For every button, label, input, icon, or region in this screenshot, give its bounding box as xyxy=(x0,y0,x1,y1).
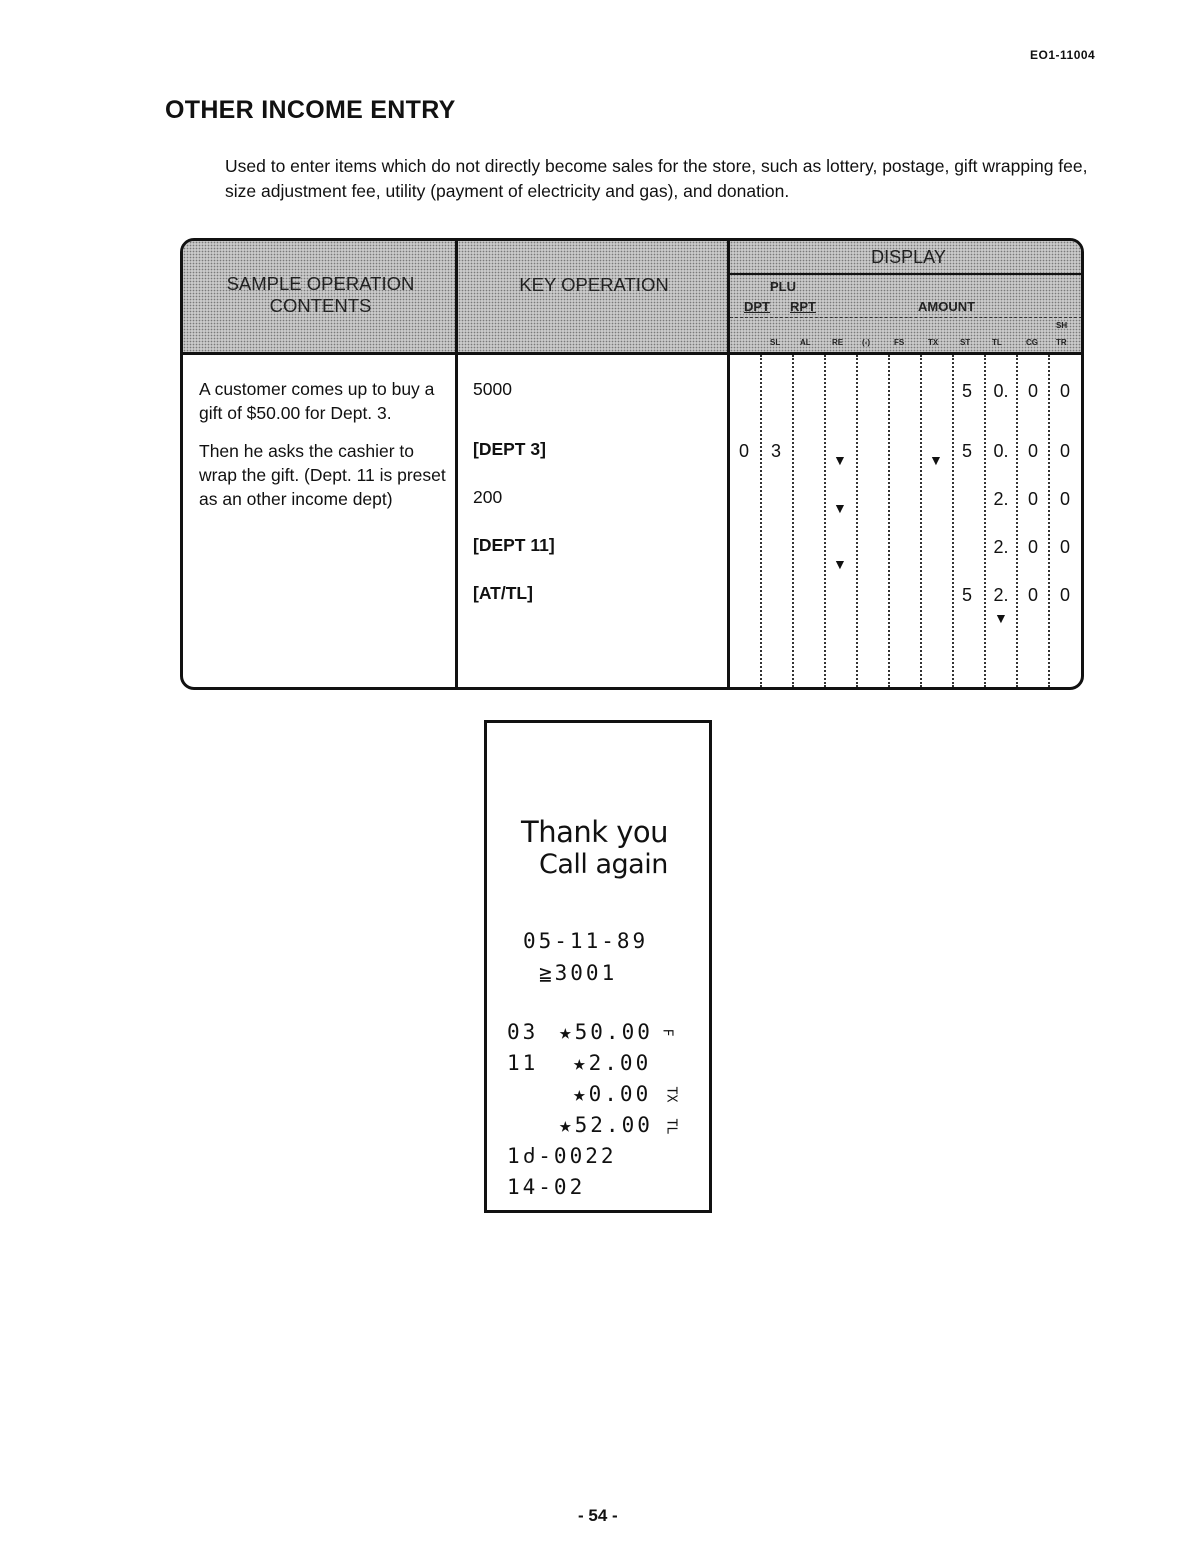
receipt-line-dept: 03 xyxy=(507,1020,539,1044)
receipt-call-again: Call again xyxy=(539,849,668,880)
display-amount-label: AMOUNT xyxy=(918,299,976,314)
page-number: - 54 - xyxy=(578,1506,618,1525)
receipt-line-symbol: TX xyxy=(663,1086,679,1103)
header-contents xyxy=(183,241,458,355)
display-digit: 0 xyxy=(1027,441,1038,461)
annunciator-st: ST xyxy=(960,338,971,347)
contents-paragraph: Then he asks the cashier to wrap the gift. (Dept. 11 is preset as an other income dept) xyxy=(199,441,446,509)
display-digit: 0 xyxy=(738,441,749,461)
annunciator-re: RE xyxy=(832,338,844,347)
receipt xyxy=(484,720,712,1213)
display-digit: 0 xyxy=(1027,537,1038,557)
receipt-date: 05-11-89 xyxy=(523,929,649,953)
display-digit: 5 xyxy=(961,441,972,461)
key-operation-step: 5000 xyxy=(473,379,512,399)
display-digit: 0 xyxy=(1059,441,1070,461)
re-indicator-arrow: ▼ xyxy=(833,556,847,572)
annunciator-fs: FS xyxy=(894,338,905,347)
tl-indicator-arrow: ▼ xyxy=(994,610,1008,626)
header-display xyxy=(730,241,1084,355)
display-digit: 0 xyxy=(1027,381,1038,401)
re-indicator-arrow: ▼ xyxy=(833,452,847,468)
page-title: OTHER INCOME ENTRY xyxy=(165,96,456,124)
display-digit: 0 xyxy=(1059,381,1070,401)
annunciator-al: AL xyxy=(800,338,811,347)
display-digit: 5 xyxy=(961,585,972,605)
annunciator-tx: TX xyxy=(928,338,939,347)
tx-indicator-arrow: ▼ xyxy=(929,452,943,468)
annunciator-sl: SL xyxy=(770,338,781,347)
annunciator-tl: TL xyxy=(992,338,1002,347)
receipt-line-amount: ★0.00 xyxy=(573,1082,652,1106)
receipt-line-amount: ★52.00 xyxy=(559,1113,653,1137)
display-digit: 0 xyxy=(1027,489,1038,509)
receipt-line-symbol: TL xyxy=(663,1118,679,1135)
key-operation-step: [DEPT 11] xyxy=(473,535,555,555)
annunciator-minus: (-) xyxy=(862,338,870,347)
document-number: EO1-11004 xyxy=(1030,48,1096,62)
display-digit: 0 xyxy=(1059,585,1070,605)
display-digit: 0 xyxy=(1059,489,1070,509)
display-rpt-label: RPT xyxy=(790,299,816,314)
display-digit: 0. xyxy=(993,441,1009,461)
display-digit: 0 xyxy=(1027,585,1038,605)
annunciator-cg: CG xyxy=(1026,338,1038,347)
receipt-time: 14-02 xyxy=(507,1175,586,1199)
display-digit: 2. xyxy=(993,489,1009,509)
key-operation-step: [AT/TL] xyxy=(473,583,533,603)
contents-paragraph: A customer comes up to buy a gift of $50.00 for Dept. 3. xyxy=(199,379,435,423)
key-operation-step: [DEPT 3] xyxy=(473,439,546,459)
header-key-operation xyxy=(458,241,730,355)
display-plu-label: PLU xyxy=(770,279,796,294)
sample-operation-contents xyxy=(199,377,449,525)
key-operation-step: 200 xyxy=(473,487,503,507)
display-dpt-label: DPT xyxy=(744,299,770,314)
receipt-register-number: ≧3001 xyxy=(539,961,618,985)
header-display-label: DISPLAY xyxy=(871,247,946,267)
display-digit: 0. xyxy=(993,381,1009,401)
receipt-line-amount: ★50.00 xyxy=(559,1020,653,1044)
display-digit: 2. xyxy=(993,537,1009,557)
display-digit: 5 xyxy=(961,381,972,401)
receipt-line-amount: ★2.00 xyxy=(573,1051,652,1075)
receipt-line-symbol: F xyxy=(659,1028,675,1037)
receipt-line-dept: 11 xyxy=(507,1051,539,1075)
header-key-operation-label: KEY OPERATION xyxy=(519,274,669,295)
display-digit: 3 xyxy=(770,441,781,461)
operation-table xyxy=(180,238,1084,690)
re-indicator-arrow: ▼ xyxy=(833,500,847,516)
intro-paragraph: Used to enter items which do not directly become sales for the store, such as lottery, postage, gift wrapping fee, size adjustment fee, utility (payment of electricity and gas), and donation. xyxy=(225,156,1088,201)
receipt-thank-you: Thank you xyxy=(521,815,669,849)
display-digit: 0 xyxy=(1059,537,1070,557)
display-panel xyxy=(730,355,1081,687)
display-digit: 2. xyxy=(993,585,1009,605)
receipt-consecutive-number: 1ძ-0022 xyxy=(507,1144,617,1168)
annunciator-tr: TR xyxy=(1056,338,1067,347)
annunciator-sh: SH xyxy=(1056,321,1068,330)
header-contents-label: SAMPLE OPERATION CONTENTS xyxy=(226,273,415,316)
